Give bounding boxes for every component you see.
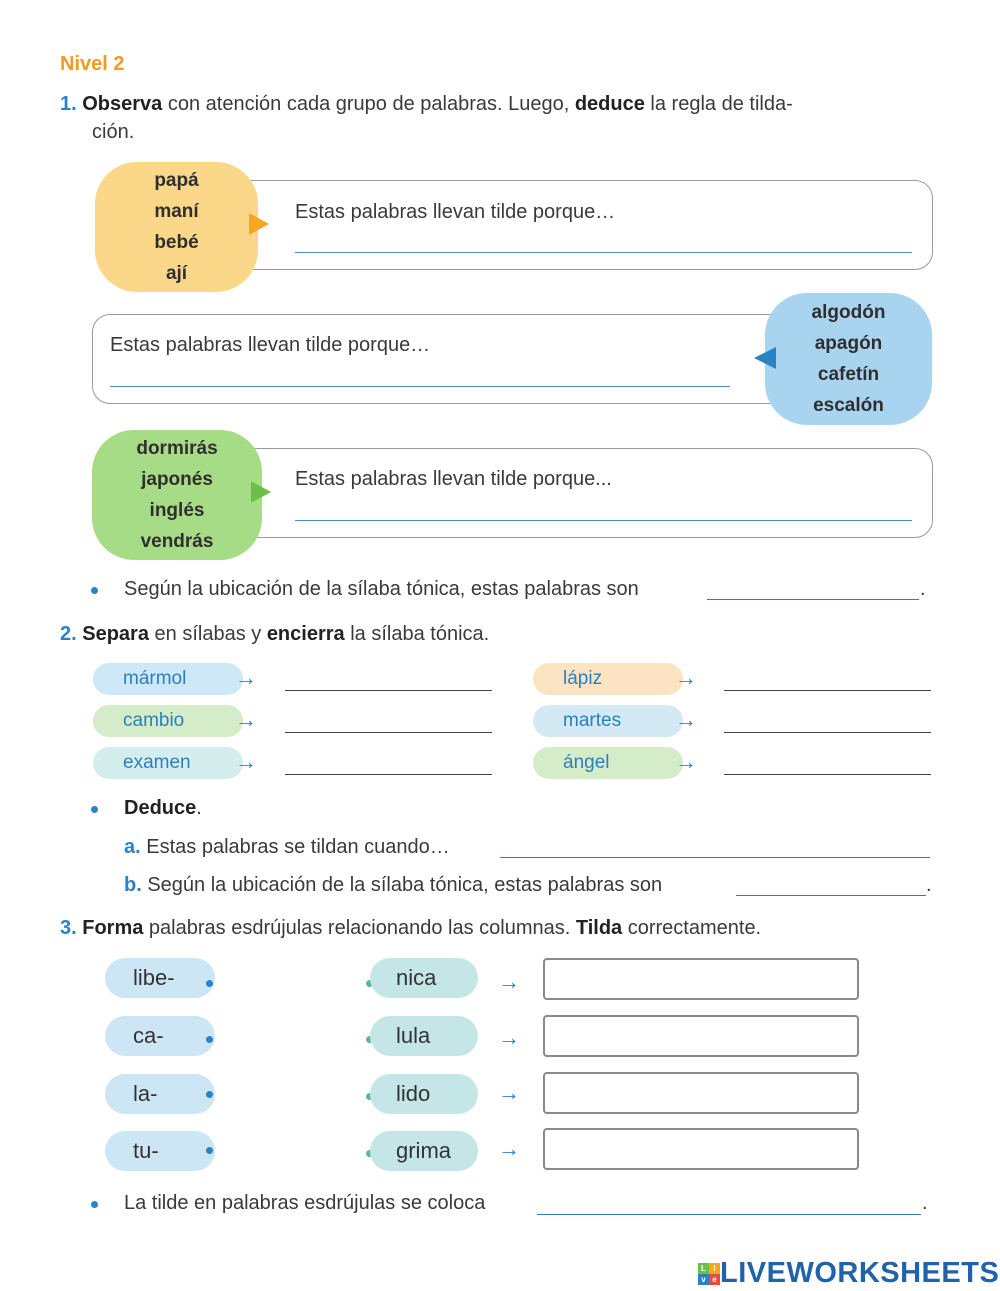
answer-prompt-1: Estas palabras llevan tilde porque…: [295, 201, 616, 223]
arrow-right-icon: →: [675, 665, 697, 690]
answer-line[interactable]: [724, 774, 931, 775]
arrow-right-icon: →: [498, 1136, 520, 1161]
brand-name: LIVEWORKSHEETS: [720, 1257, 1000, 1289]
brand-logo[interactable]: [698, 1257, 999, 1290]
arrow-right-icon: →: [235, 665, 257, 690]
arrow-right-icon: →: [498, 1080, 520, 1105]
match-dot[interactable]: [206, 1036, 213, 1043]
answer-box-1: [234, 180, 933, 270]
answer-prompt-3: Estas palabras llevan tilde porque...: [295, 468, 612, 490]
liveworksheets-icon: L i v e: [698, 1263, 720, 1285]
deduce-b: b. Según la ubicación de la sílaba tónica, estas palabras son: [124, 874, 663, 896]
word-pill: mármol: [93, 663, 243, 695]
word-group-3: dormirás japonés inglés vendrás: [92, 430, 262, 560]
arrow-right-icon: →: [235, 749, 257, 774]
bullet: [91, 806, 98, 813]
answer-line-q3-bullet[interactable]: [537, 1214, 921, 1215]
level-title: Nivel 2: [60, 53, 125, 75]
answer-box[interactable]: [543, 958, 859, 1000]
word-group-1: papá maní bebé ají: [95, 162, 258, 292]
match-dot[interactable]: [206, 1091, 213, 1098]
arrow-right-icon: →: [498, 969, 520, 994]
instruction-verb: Tilda: [575, 917, 623, 939]
syllable-right[interactable]: nica: [370, 958, 478, 998]
word-pill: martes: [533, 705, 683, 737]
answer-prompt-2: Estas palabras llevan tilde porque…: [110, 334, 431, 356]
question-number: 3.: [60, 917, 77, 939]
question-number: 1.: [60, 93, 77, 115]
deduce-a: a. Estas palabras se tildan cuando…: [124, 836, 450, 858]
word-pill: examen: [93, 747, 243, 779]
question-1-continuation: ción.: [92, 121, 135, 143]
word-pill: ángel: [533, 747, 683, 779]
bullet: [91, 1201, 98, 1208]
arrow-right-icon: →: [235, 707, 257, 732]
answer-line[interactable]: [724, 690, 931, 691]
word-pill: lápiz: [533, 663, 683, 695]
pointer-icon: [249, 213, 269, 235]
q1-bullet-text: Según la ubicación de la sílaba tónica, estas palabras son: [124, 578, 639, 600]
syllable-left[interactable]: la-: [105, 1074, 215, 1114]
answer-line-1[interactable]: [295, 252, 912, 253]
answer-line-2[interactable]: [110, 386, 730, 387]
answer-box-2: [92, 314, 794, 404]
instruction-verb: Forma: [82, 917, 144, 939]
pointer-icon: [754, 347, 776, 369]
answer-box[interactable]: [543, 1128, 859, 1170]
question-2: 2. Separa en sílabas y encierra la sílaba tónica.: [60, 623, 490, 645]
answer-box[interactable]: [543, 1015, 859, 1057]
syllable-left[interactable]: ca-: [105, 1016, 215, 1056]
answer-line-a[interactable]: [500, 857, 930, 858]
instruction-verb: encierra: [266, 623, 345, 645]
question-number: 2.: [60, 623, 77, 645]
question-1: 1. Observa con atención cada grupo de palabras. Luego, deduce la regla de tilda-: [60, 93, 793, 115]
syllable-left[interactable]: libe-: [105, 958, 215, 998]
syllable-right[interactable]: grima: [370, 1131, 478, 1171]
match-dot[interactable]: [206, 1147, 213, 1154]
word-pill: cambio: [93, 705, 243, 737]
deduce-heading: Deduce.: [124, 797, 202, 819]
instruction-verb: Separa: [82, 623, 149, 645]
answer-box[interactable]: [543, 1072, 859, 1114]
question-3: 3. Forma palabras esdrújulas relacionando las columnas. Tilda correctamente.: [60, 917, 762, 939]
answer-box-3: [234, 448, 933, 538]
syllable-right[interactable]: lido: [370, 1074, 478, 1114]
syllable-left[interactable]: tu-: [105, 1131, 215, 1171]
arrow-right-icon: →: [675, 749, 697, 774]
q3-bullet-text: La tilde en palabras esdrújulas se coloca: [124, 1192, 486, 1214]
word-group-2: algodón apagón cafetín escalón: [765, 293, 932, 425]
answer-line-b[interactable]: [736, 895, 926, 896]
arrow-right-icon: →: [498, 1025, 520, 1050]
arrow-right-icon: →: [675, 707, 697, 732]
answer-line-3[interactable]: [295, 520, 912, 521]
syllable-right[interactable]: lula: [370, 1016, 478, 1056]
answer-line-q1-bullet[interactable]: [707, 599, 919, 600]
answer-line[interactable]: [724, 732, 931, 733]
match-dot[interactable]: [206, 980, 213, 987]
instruction-verb: deduce: [574, 93, 645, 115]
answer-line[interactable]: [285, 690, 492, 691]
pointer-icon: [251, 481, 271, 503]
answer-line[interactable]: [285, 774, 492, 775]
instruction-verb: Observa: [82, 93, 163, 115]
bullet: [91, 587, 98, 594]
answer-line[interactable]: [285, 732, 492, 733]
